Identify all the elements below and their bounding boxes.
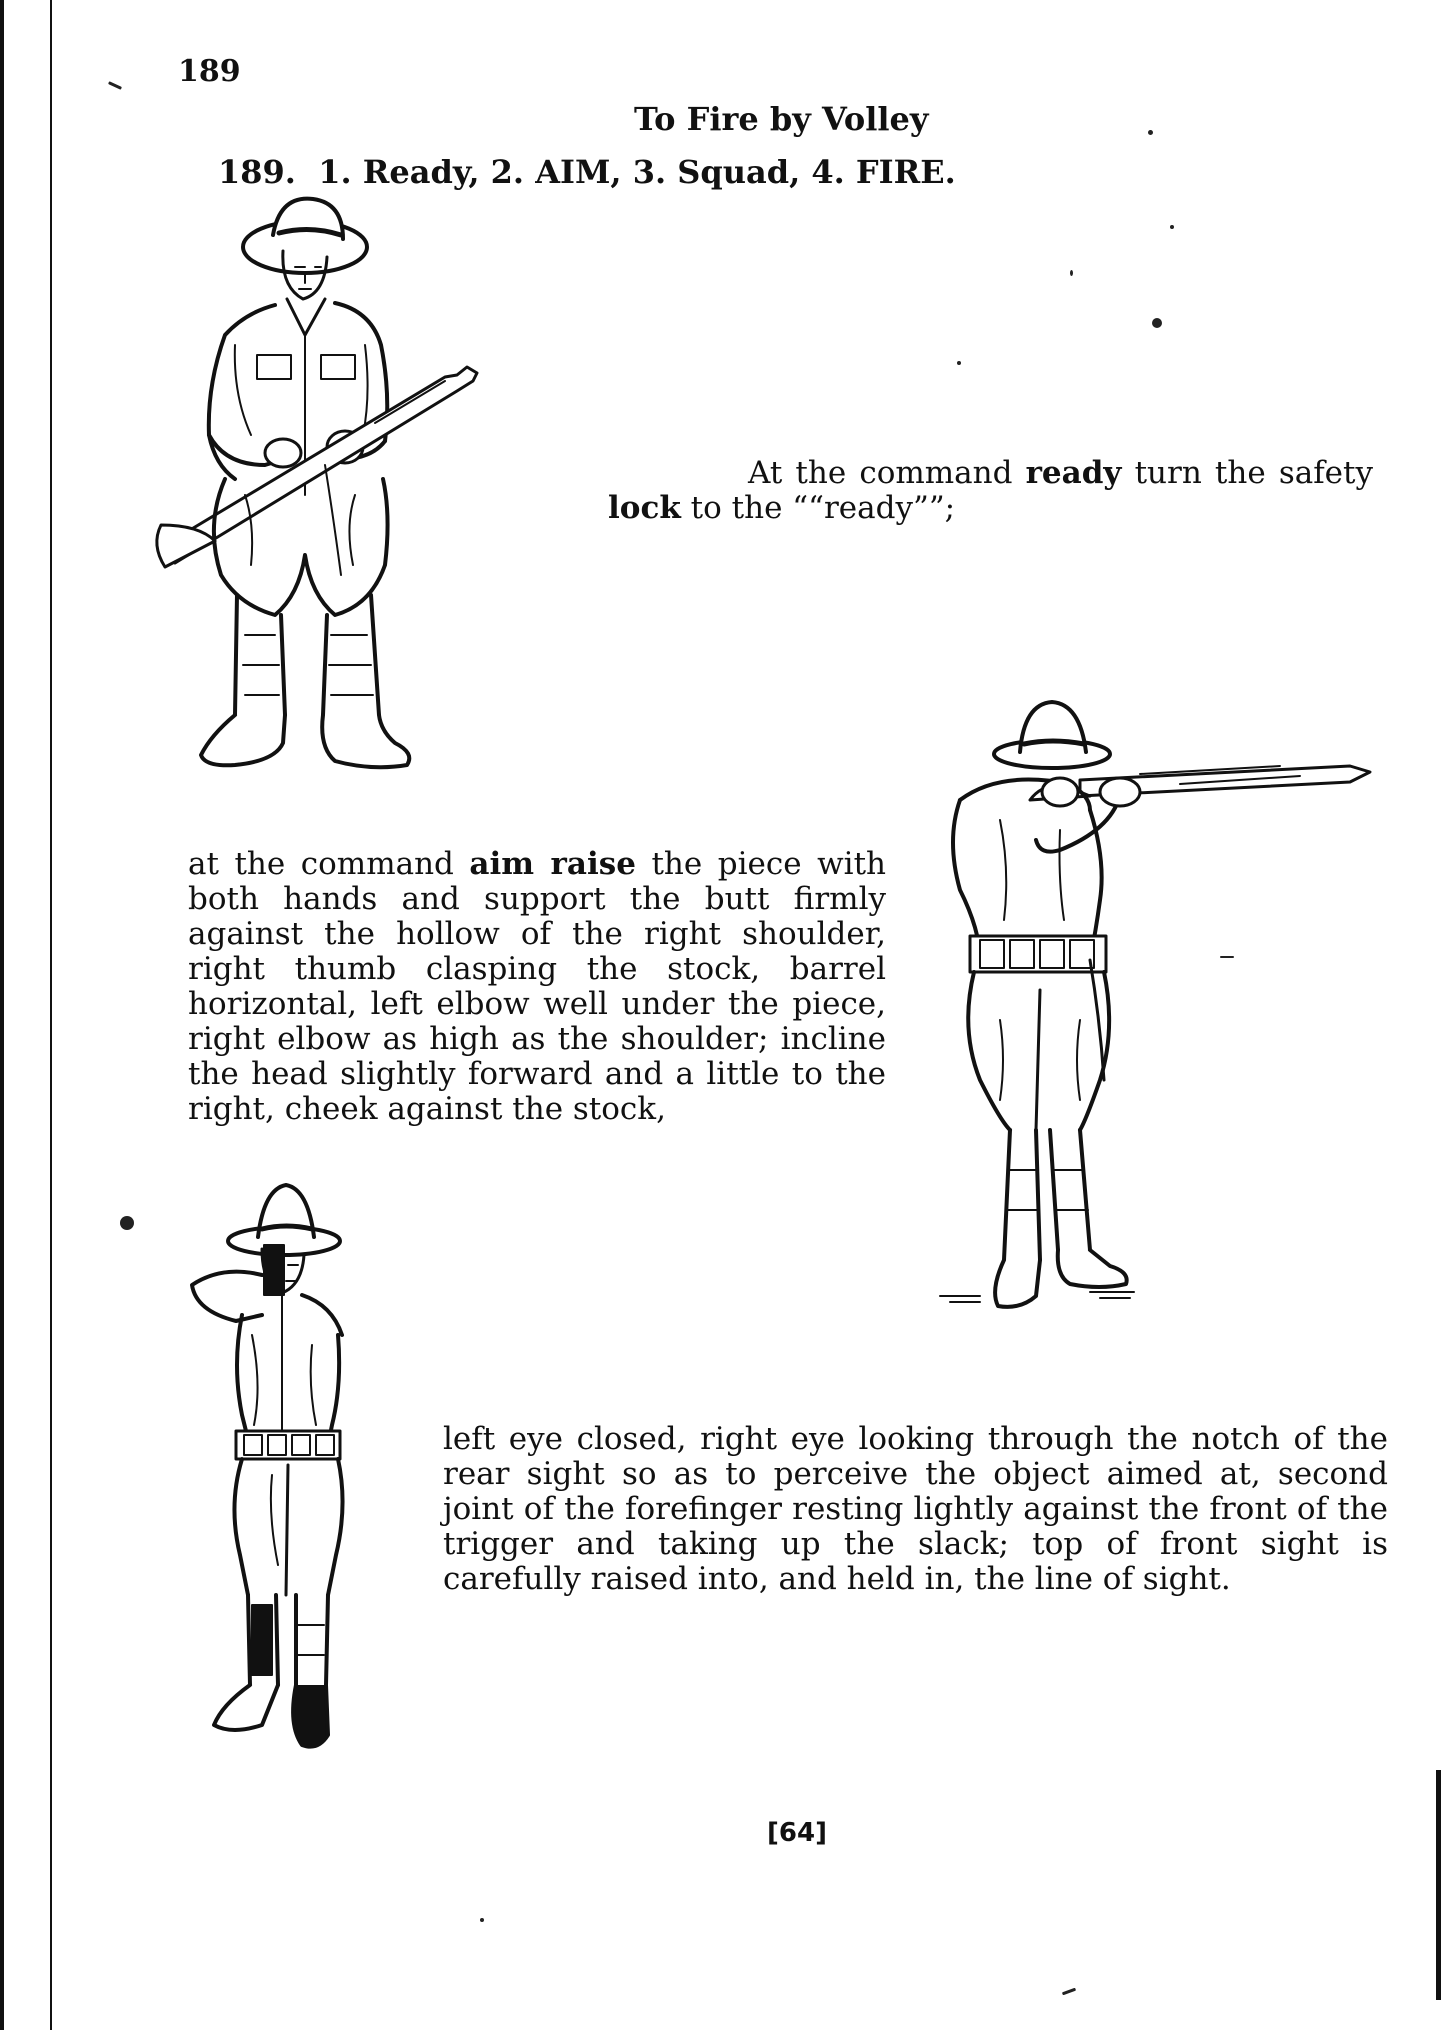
soldier-aim-side-illustration [940, 700, 1370, 1320]
scan-speck [1062, 1988, 1076, 1996]
page-folio: [64] [767, 1818, 827, 1848]
aim-instruction-paragraph [188, 847, 886, 1127]
ready-text: At the command [748, 455, 1026, 491]
aim-text: the piece with both hands and support the butt firmly against the hollow of the right shoulder, right thumb clasping the stock, barrel horizontal, left elbow well under the piece, right elbow as high as the shoulder; incline the head slightly forward and a little to the right, cheek against the stock, [188, 846, 886, 1127]
running-page-number: 189 [178, 54, 241, 89]
scan-speck [1148, 130, 1153, 135]
soldier-ready-illustration [195, 195, 575, 795]
volley-commands: 189. 1. Ready, 2. AIM, 3. Squad, 4. FIRE. [218, 153, 956, 191]
sight-instruction-paragraph: left eye closed, right eye looking through the notch of the rear sight so as to perceive the object aimed at, second joint of the forefinger resting lightly against the front of the trigger and taking up the slack; top of front sight is carefully raised into, and held in, the line of sight. [443, 1421, 1388, 1597]
aim-keyword: aim raise [469, 846, 636, 882]
left-binding-edge-inner [50, 0, 52, 2030]
ready-instruction-paragraph [608, 456, 1373, 526]
lock-keyword: lock [608, 490, 681, 526]
aim-text: at the command [188, 846, 470, 882]
ready-keyword: ready [1025, 455, 1122, 491]
scan-speck [1070, 270, 1073, 276]
ready-text: to the ““ready””; [680, 490, 956, 526]
scan-speck [480, 1918, 484, 1922]
scan-speck [1170, 225, 1174, 229]
soldier-aim-front-illustration [192, 1185, 372, 1775]
section-title: To Fire by Volley [634, 100, 929, 138]
ready-text: turn the safety [1121, 455, 1373, 491]
scan-speck [1152, 318, 1162, 328]
right-margin-scan-mark [1436, 1770, 1441, 2000]
scan-speck [108, 81, 122, 90]
scan-speck [957, 361, 961, 365]
scan-speck [120, 1216, 134, 1230]
left-binding-edge-outer [0, 0, 4, 2030]
